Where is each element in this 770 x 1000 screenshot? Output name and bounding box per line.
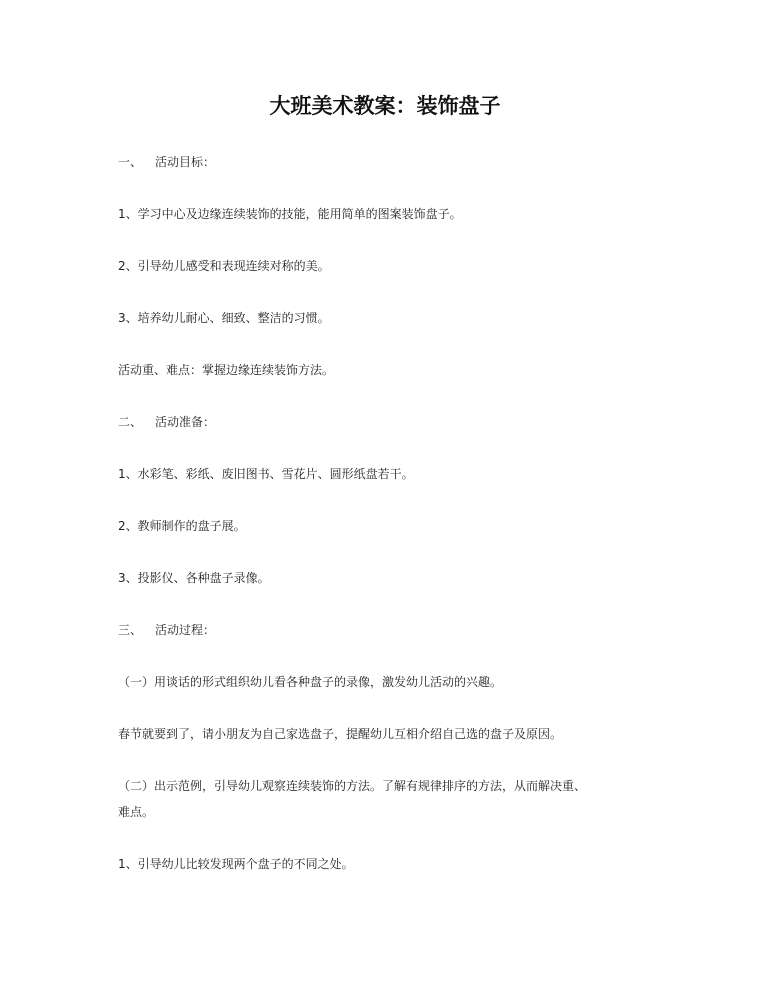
process-step-2-line-1: （二）出示范例，引导幼儿观察连续装饰的方法。了解有规律排序的方法，从而解决重、	[118, 779, 587, 793]
goal-item-3: 3、培养幼儿耐心、细致、整洁的习惯。	[118, 311, 330, 325]
section-number: 一、	[118, 155, 143, 169]
section-label: 活动目标：	[155, 155, 216, 169]
section-heading-goals	[118, 154, 215, 170]
section-label: 活动过程：	[155, 623, 216, 637]
section-heading-preparation	[118, 414, 215, 430]
goal-item-2: 2、引导幼儿感受和表现连续对称的美。	[118, 259, 330, 273]
section-label: 活动准备：	[155, 415, 216, 429]
process-step-2-item-1: 1、引导幼儿比较发现两个盘子的不同之处。	[118, 857, 354, 871]
key-difficulty-point: 活动重、难点：掌握边缘连续装饰方法。	[118, 363, 335, 377]
process-step-1: （一）用谈话的形式组织幼儿看各种盘子的录像，激发幼儿活动的兴趣。	[118, 675, 503, 689]
section-number: 三、	[118, 623, 143, 637]
process-step-2-line-2: 难点。	[118, 805, 155, 819]
section-heading-process	[118, 622, 215, 638]
process-step-1-detail: 春节就要到了，请小朋友为自己家选盘子，提醒幼儿互相介绍自己选的盘子及原因。	[118, 727, 563, 741]
prep-item-3: 3、投影仪、各种盘子录像。	[118, 571, 270, 585]
prep-item-2: 2、教师制作的盘子展。	[118, 519, 246, 533]
goal-item-1: 1、学习中心及边缘连续装饰的技能，能用简单的图案装饰盘子。	[118, 207, 462, 221]
page-title: 大班美术教案：装饰盘子	[269, 93, 501, 118]
prep-item-1: 1、水彩笔、彩纸、废旧图书、雪花片、圆形纸盘若干。	[118, 467, 414, 481]
section-number: 二、	[118, 415, 143, 429]
